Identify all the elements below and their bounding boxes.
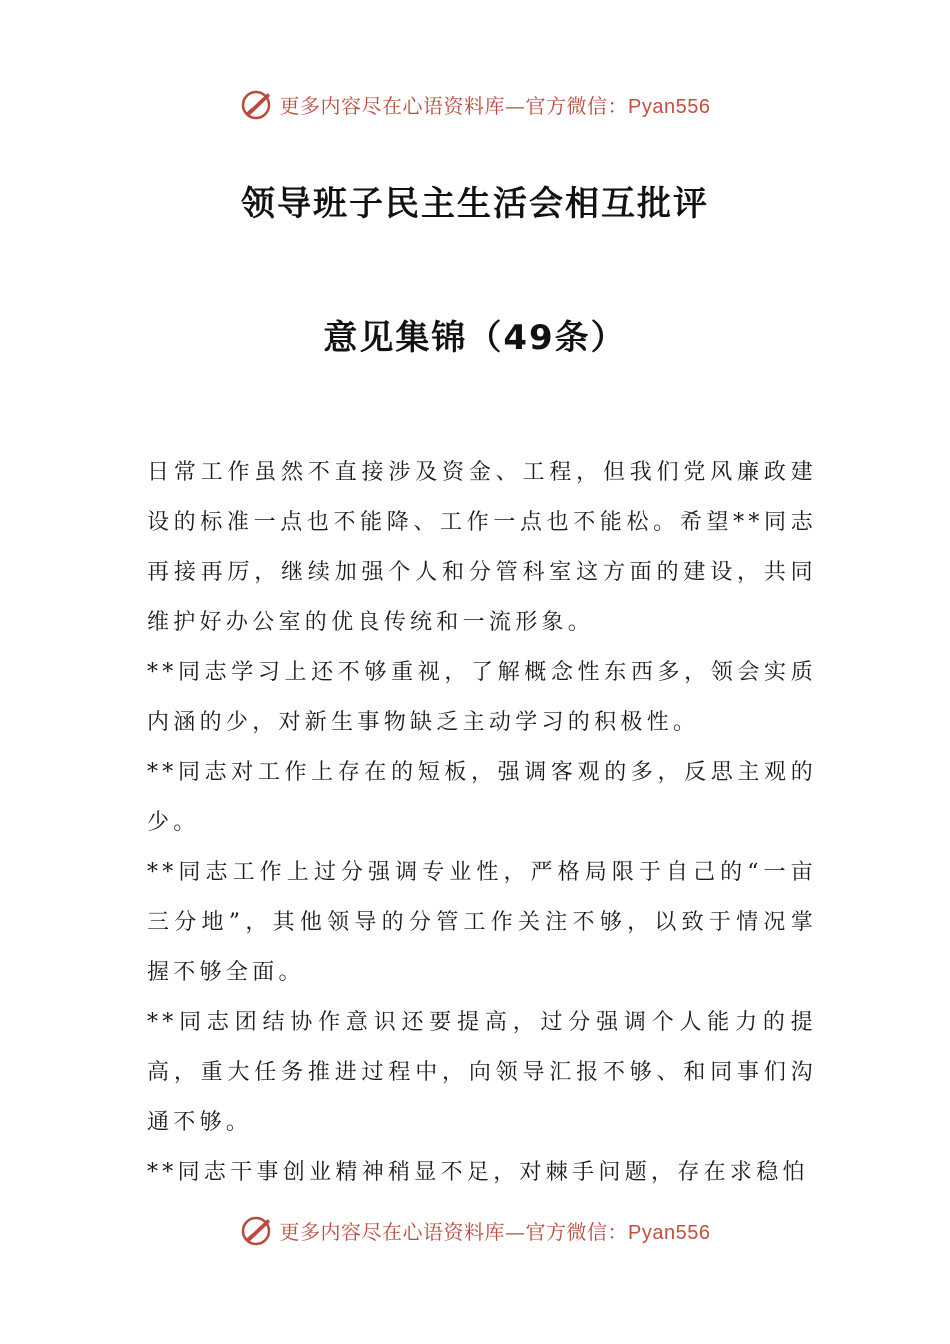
page-title: 领导班子民主生活会相互批评: [241, 184, 709, 224]
footer-banner: [0, 1210, 950, 1250]
paragraph: **同志工作上过分强调专业性，严格局限于自己的“一亩三分地”，其他领导的分管工作关注不够，以致于情况掌握不够全面。: [147, 860, 817, 985]
page-subtitle: 意见集锦（49条）: [323, 318, 627, 358]
wechat-id: Pyan556: [628, 95, 711, 118]
body-text: [147, 448, 817, 1198]
paragraph: 日常工作虽然不直接涉及资金、工程，但我们党风廉政建设的标准一点也不能降、工作一点也不能松。希望**同志再接再厉，继续加强个人和分管科室这方面的建设，共同维护好办公室的优良传统和一流形象。: [147, 460, 817, 635]
banner-text: 更多内容尽在心语资料库—官方微信：Pyan556: [279, 1219, 711, 1244]
quill-logo-icon: [240, 1213, 274, 1247]
banner-text: 更多内容尽在心语资料库—官方微信：Pyan556: [279, 93, 711, 118]
header-banner: [0, 84, 950, 124]
quill-logo-icon: [240, 87, 274, 121]
paragraph: **同志干事创业精神稍显不足，对棘手问题，存在求稳怕: [147, 1160, 809, 1185]
wechat-id: Pyan556: [628, 1221, 711, 1244]
paragraph: **同志团结协作意识还要提高，过分强调个人能力的提高，重大任务推进过程中，向领导汇报不够、和同事们沟通不够。: [147, 1010, 817, 1135]
paragraph: **同志学习上还不够重视，了解概念性东西多，领会实质内涵的少，对新生事物缺乏主动学习的积极性。: [147, 660, 817, 735]
paragraph: **同志对工作上存在的短板，强调客观的多，反思主观的少。: [147, 760, 817, 835]
